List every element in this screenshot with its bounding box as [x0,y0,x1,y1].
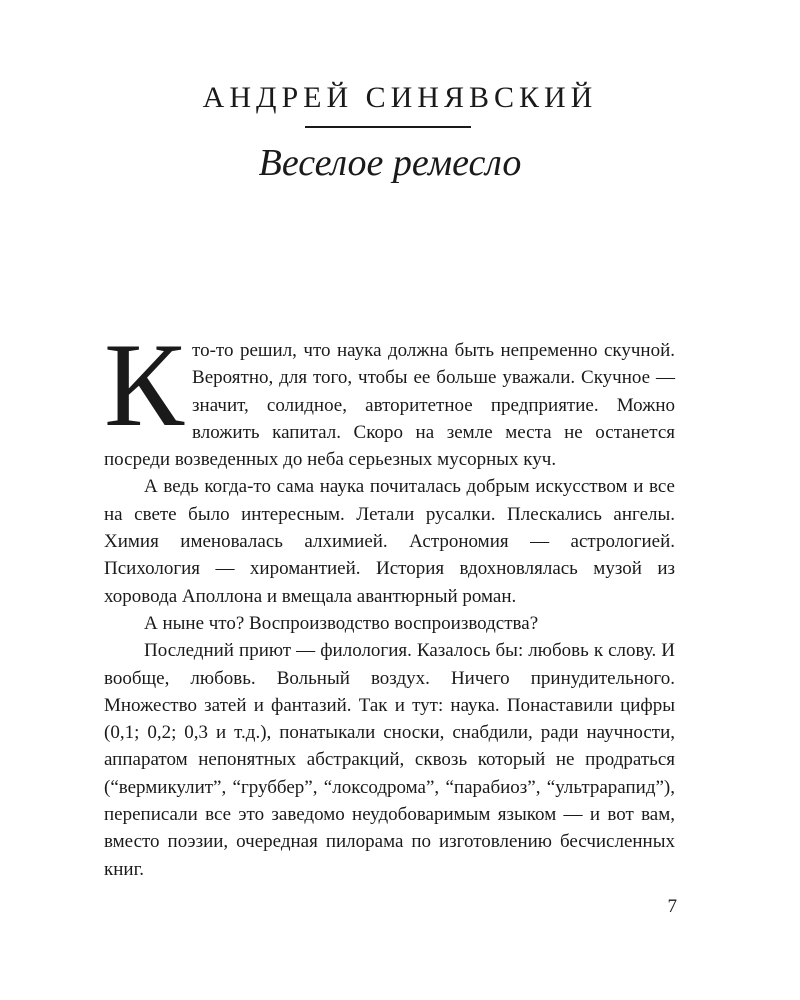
paragraph-1-text: то-то решил, что наука должна быть непременно скучной. Вероятно, для того, чтобы ее больше уважали. Скучное — значит, солидное, авторитетное предприятие. Можно вложить капитал. Скоро на земле места не останется посреди возведенных до неба серьезных мусорных куч. [104,340,675,471]
paragraph-1 [104,318,675,473]
essay-body [104,318,675,883]
page-number: 7 [667,896,677,917]
essay-title: Веселое ремесло [258,142,522,184]
paragraph-4: Последний приют — филология. Казалось бы: любовь к слову. И вообще, любовь. Вольный воздух. Ничего принудительного. Множество затей и фантазий. Так и тут: наука. Понаставили цифры (0,1; 0,2; 0,3 и т.д.), понатыкали сноски, снабдили, ради научности, аппаратом непонятных абстракций, сквозь который не продраться (“вермикулит”, “груббер”, “локсодрома”, “парабиоз”, “ультрарапид”), переписали все это заведомо неудобоваримым языком — и вот вам, вместо поэзии, очередная пилорама по изготовлению бесчисленных книг. [104,640,675,880]
paragraph-3: А ныне что? Воспроизводство воспроизводства? [144,612,539,634]
drop-cap: К [104,318,185,451]
author-name: АНДРЕЙ СИНЯВСКИЙ [202,81,598,114]
paragraph-2: А ведь когда-то сама наука почиталась добрым искусством и все на свете было интересным. Летали русалки. Плескались ангелы. Химия именовалась алхимией. Астрономия — астрологией. Психология — хиромантией. История вдохновлялась музой из хоровода Аполлона и вмещала авантюрный роман. [104,476,675,607]
title-divider [305,126,471,128]
